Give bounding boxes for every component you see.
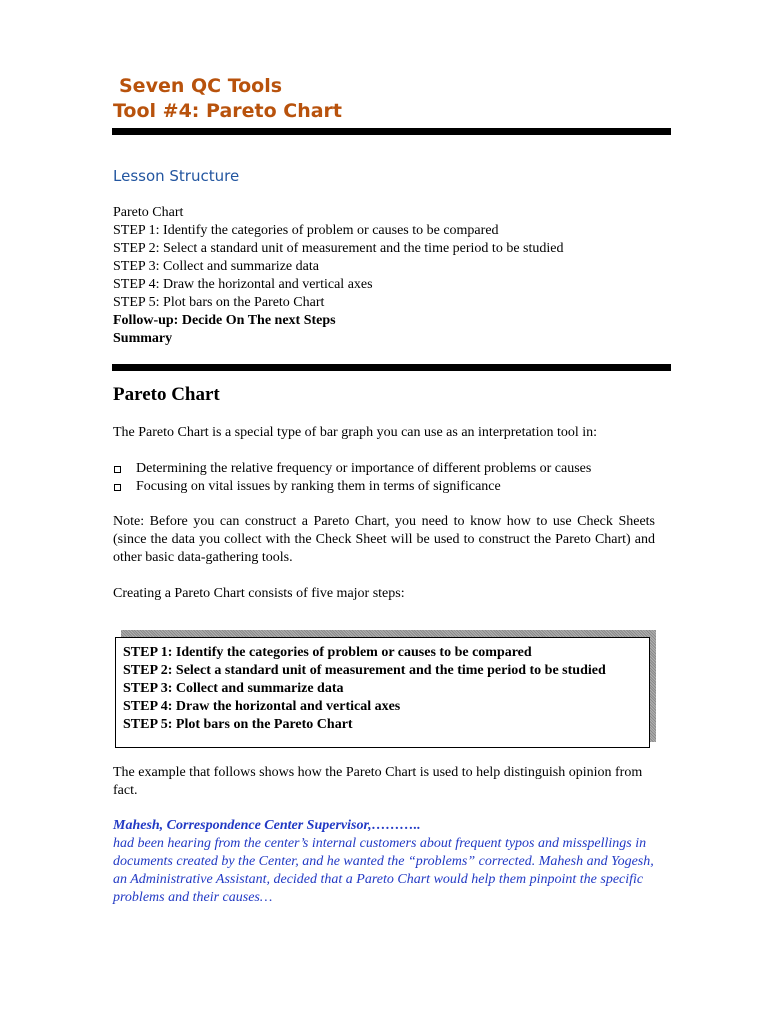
- step-item: STEP 2: Select a standard unit of measurement and the time period to be studied: [123, 663, 606, 678]
- lesson-item: Follow-up: Decide On The next Steps: [113, 313, 336, 328]
- story-title: Mahesh, Correspondence Center Supervisor,………..: [113, 818, 421, 833]
- lesson-item: STEP 2: Select a standard unit of measurement and the time period to be studied: [113, 241, 564, 256]
- top-divider: [112, 128, 671, 135]
- title-line-2: Tool #4: Pareto Chart: [113, 100, 343, 122]
- bullet-item: [113, 478, 591, 496]
- lesson-item: STEP 5: Plot bars on the Pareto Chart: [113, 295, 325, 310]
- lesson-structure-list: [113, 204, 563, 348]
- step-item: STEP 1: Identify the categories of problem or causes to be compared: [123, 645, 532, 660]
- bullet-text: Focusing on vital issues by ranking them in terms of significance: [136, 479, 501, 494]
- step-item: STEP 3: Collect and summarize data: [123, 681, 344, 696]
- lesson-item: STEP 4: Draw the horizontal and vertical axes: [113, 277, 373, 292]
- lesson-item: STEP 3: Collect and summarize data: [113, 259, 319, 274]
- uses-bullet-list: [113, 460, 591, 496]
- bullet-item: [113, 460, 591, 478]
- lesson-item: Summary: [113, 331, 173, 346]
- creating-paragraph: Creating a Pareto Chart consists of five major steps:: [113, 586, 405, 601]
- step-item: STEP 4: Draw the horizontal and vertical axes: [123, 699, 401, 714]
- note-paragraph: Note: Before you can construct a Pareto Chart, you need to know how to use Check Sheets (since the data you collect with the Check Sheet will be used to construct the Pareto Chart) and other basic data-gathering tools.: [113, 514, 655, 565]
- story-body: had been hearing from the center’s internal customers about frequent typos and misspellings in documents created by the Center, and he wanted the “problems” corrected. Mahesh and Yogesh, an Administrative Assistant, decided that a Pareto Chart would help them pinpoint the specific problems and their causes…: [113, 836, 654, 905]
- pareto-chart-heading: Pareto Chart: [113, 384, 220, 405]
- document-title: [113, 74, 342, 124]
- story-block: [113, 817, 658, 907]
- example-paragraph: The example that follows shows how the Pareto Chart is used to help distinguish opinion from fact.: [113, 765, 643, 798]
- steps-box: [115, 637, 650, 748]
- lesson-item: STEP 1: Identify the categories of problem or causes to be compared: [113, 223, 499, 238]
- steps-list: [116, 638, 649, 734]
- intro-paragraph: The Pareto Chart is a special type of bar graph you can use as an interpretation tool in:: [113, 425, 598, 440]
- title-line-1: Seven QC Tools: [119, 75, 283, 97]
- bullet-text: Determining the relative frequency or importance of different problems or causes: [136, 461, 592, 476]
- square-bullet-icon: [114, 484, 121, 491]
- lesson-structure-heading: Lesson Structure: [113, 167, 240, 185]
- step-item: STEP 5: Plot bars on the Pareto Chart: [123, 717, 353, 732]
- section-divider: [112, 364, 671, 371]
- lesson-item: Pareto Chart: [113, 205, 184, 220]
- square-bullet-icon: [114, 466, 121, 473]
